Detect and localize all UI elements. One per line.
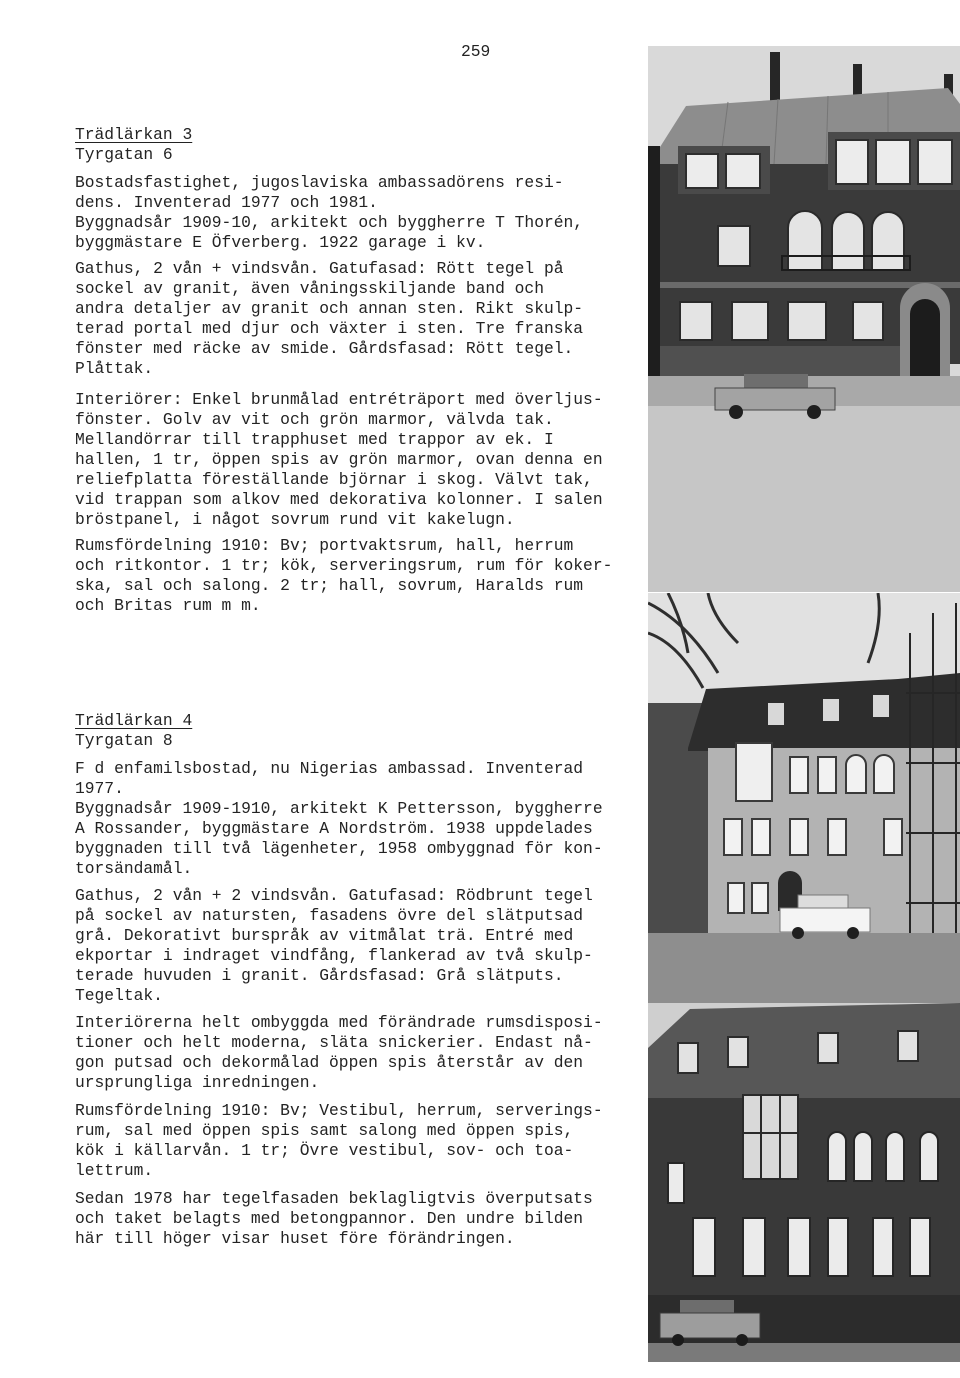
- window: [680, 302, 712, 340]
- arched-window: [920, 1132, 938, 1181]
- car-wheel: [807, 405, 821, 419]
- street: [648, 1343, 960, 1362]
- window: [728, 883, 744, 913]
- window: [752, 819, 770, 855]
- window: [884, 819, 902, 855]
- sockel: [660, 346, 900, 376]
- entry-2-address: Tyrgatan 8: [75, 731, 173, 750]
- dormer-window: [678, 1043, 698, 1073]
- photo-tradlarkan-4-before: [648, 1003, 960, 1362]
- entry-1-paragraph-3: Interiörer: Enkel brunmålad entréträport med överljus- fönster. Golv av vit och grön marmor, välvda tak. Mellandörrar till trapphuset med trappor av ek. I hallen, 1 tr, öppen spis av grön marmor, ovan denna en reliefplatta föreställande björnar i skog. Välvt tak, vid trappan som alkov med dekorativa kolonner. I salen bröstpanel, i något sovrum rund vit kakelugn.: [75, 390, 603, 529]
- window: [718, 226, 750, 266]
- dormer-window: [818, 1033, 838, 1063]
- window: [910, 1218, 930, 1276]
- car-wheel: [792, 927, 804, 939]
- window: [873, 1218, 893, 1276]
- car-wheel: [672, 1334, 684, 1346]
- window: [732, 302, 768, 340]
- window: [876, 140, 910, 184]
- arched-window: [788, 211, 822, 270]
- window: [788, 1218, 810, 1276]
- window: [790, 757, 808, 793]
- dormer-window: [873, 695, 889, 717]
- entry-2-paragraph-3: Interiörerna helt ombyggda med förändrade rumsdisposi- tioner och helt moderna, släta snickerier. Endast nå- gon putsad och dekormålad öppen spis återstår av den ursprungliga inredningen.: [75, 1013, 603, 1092]
- window: [686, 154, 718, 188]
- car-wheel: [847, 927, 859, 939]
- car-wheel: [736, 1334, 748, 1346]
- window: [918, 140, 952, 184]
- window: [724, 819, 742, 855]
- entry-2-title: Trädlärkan 4: [75, 711, 193, 730]
- window: [788, 302, 826, 340]
- window: [726, 154, 760, 188]
- window: [752, 883, 768, 913]
- dormer-window: [823, 699, 839, 721]
- entry-2-paragraph-1: F d enfamilsbostad, nu Nigerias ambassad. Inventerad 1977. Byggnadsår 1909-1910, arkitekt K Pettersson, byggherre A Rossander, byggmästare A Nordström. 1938 uppdelades byggnaden till två lägenheter, 1958 ombyggnad för kon- torsändamål.: [75, 759, 603, 878]
- neighbor-wall: [648, 146, 660, 376]
- page-number: 259: [461, 42, 491, 61]
- arched-window: [828, 1132, 846, 1181]
- window: [693, 1218, 715, 1276]
- dormer-window: [898, 1031, 918, 1061]
- car-body: [660, 1313, 760, 1338]
- entry-2-paragraph-2: Gathus, 2 vån + 2 vindsvån. Gatufasad: Rödbrunt tegel på sockel av natursten, fasadens övre del slätputsad grå. Dekorativt burspråk av vitmålat trä. Entré med ekportar i indraget vindfång, flankerad av två skulp- terade huvuden i granit. Gårdsfasad: Grå slätputs. Tegeltak.: [75, 886, 593, 1005]
- dormer-window: [728, 1037, 748, 1067]
- entry-1-title: Trädlärkan 3: [75, 125, 193, 144]
- window: [743, 1218, 765, 1276]
- bay-window: [743, 1095, 798, 1179]
- window: [828, 1218, 848, 1276]
- photo-tradlarkan-4-after: [648, 593, 960, 1003]
- arched-window: [874, 755, 894, 793]
- arched-window: [886, 1132, 904, 1181]
- arched-window: [832, 212, 864, 270]
- street: [648, 933, 960, 1003]
- photo-tradlarkan-3: [648, 46, 960, 592]
- arched-window: [846, 755, 866, 793]
- dormer-window: [768, 703, 784, 725]
- window: [828, 819, 846, 855]
- entry-2-paragraph-5: Sedan 1978 har tegelfasaden beklagligtvis överputsats och taket belagts med betongpannor. Den undre bilden här till höger visar huset före förändringen.: [75, 1189, 593, 1248]
- window: [668, 1163, 684, 1203]
- arched-window: [854, 1132, 872, 1181]
- entry-1-paragraph-2: Gathus, 2 vån + vindsvån. Gatufasad: Rött tegel på sockel av granit, även våningsskiljande band och andra detaljer av granit och annan sten. Rikt skulp- terad portal med djur och växter i sten. Tre franska fönster med räcke av smide. Gårdsfasad: Rött tegel. Plåttak.: [75, 259, 584, 378]
- arched-window: [872, 212, 904, 270]
- window: [836, 140, 868, 184]
- window: [790, 819, 808, 855]
- entry-1-address: Tyrgatan 6: [75, 145, 173, 164]
- entry-2-paragraph-4: Rumsfördelning 1910: Bv; Vestibul, herrum, serverings- rum, sal med öppen spis samt salong med öppen spis, kök i källarvån. 1 tr; Övre vestibul, sov- och toa- lettrum.: [75, 1101, 603, 1180]
- window: [818, 757, 836, 793]
- car-wheel: [729, 405, 743, 419]
- bay-window: [736, 743, 772, 801]
- entry-1-paragraph-4: Rumsfördelning 1910: Bv; portvaktsrum, hall, herrum och ritkontor. 1 tr; kök, serveringsrum, rum för koker- ska, sal och salong. 2 tr; hall, sovrum, Haralds rum och Britas rum m m.: [75, 536, 613, 615]
- window: [853, 302, 883, 340]
- street: [648, 406, 960, 592]
- entry-1-paragraph-1: Bostadsfastighet, jugoslaviska ambassadörens resi- dens. Inventerad 1977 och 1981. Byggnadsår 1909-10, arkitekt och byggherre T Thorén, byggmästare E Öfverberg. 1922 garage i kv.: [75, 173, 584, 252]
